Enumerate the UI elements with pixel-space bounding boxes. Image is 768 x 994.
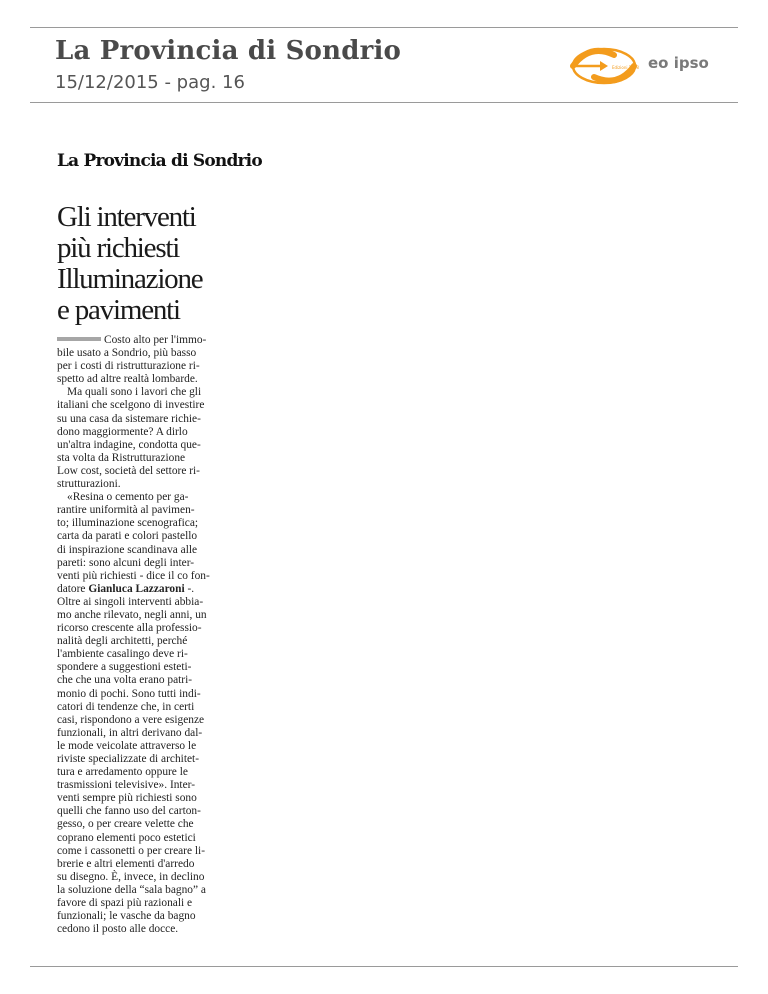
body-line: carta da parati e colori pastello xyxy=(57,530,198,543)
body-line: nalità degli architetti, perché xyxy=(57,635,188,648)
body-line: sta volta da Ristrutturazione xyxy=(57,451,186,464)
newspaper-masthead: La Provincia di Sondrio xyxy=(57,151,262,171)
body-line: rantire uniformità al pavimen- xyxy=(57,504,195,517)
body-line: gesso, o per creare velette che xyxy=(57,818,194,831)
body-line: la soluzione della “sala bagno” a xyxy=(57,883,206,896)
body-line: spetto ad altre realtà lombarde. xyxy=(57,373,198,386)
body-line: su disegno. È, invece, in declino xyxy=(57,870,205,883)
name-suffix: -. xyxy=(184,582,195,595)
body-line: trasmissioni televisive». Inter- xyxy=(57,779,196,792)
headline-line: Gli interventi xyxy=(57,201,196,233)
top-rule xyxy=(30,27,738,28)
lead-marker xyxy=(57,337,101,341)
body-line xyxy=(57,583,229,596)
body-line: riviste specializzate di architet- xyxy=(57,753,199,765)
body-line: mo anche rilevato, negli anni, un xyxy=(57,608,207,621)
publication-date-page: 15/12/2015 - pag. 16 xyxy=(55,72,245,93)
body-line: bile usato a Sondrio, più basso xyxy=(57,347,197,360)
body-line: Ma quali sono i lavori che gli xyxy=(67,386,202,399)
body-line: dono maggiormente? A dirlo xyxy=(57,425,188,438)
body-line xyxy=(57,334,229,347)
logo-small-text: Edizioni 1998 xyxy=(612,65,639,70)
article-body xyxy=(57,334,229,936)
body-line: brerie e altri elementi d'arredo xyxy=(57,857,195,870)
body-line: cedono il posto alle docce. xyxy=(57,923,179,936)
body-line: tura e arredamento oppure le xyxy=(57,766,188,779)
body-line: pareti: sono alcuni degli inter- xyxy=(57,556,195,569)
logo-text: eo ipso xyxy=(648,54,709,72)
body-line: che che una volta erano patri- xyxy=(57,674,193,687)
headline-line: Illuminazione xyxy=(57,263,203,295)
body-line: monio di pochi. Sono tutti indi- xyxy=(57,687,201,700)
body-line: funzionali, in altri derivano dal- xyxy=(57,726,203,739)
body-line: funzionali; le vasche da bagno xyxy=(57,910,196,923)
article-headline xyxy=(57,202,257,326)
body-line: quelli che fanno uso del carton- xyxy=(57,805,201,818)
body-line: le mode veicolate attraverso le xyxy=(57,739,197,752)
body-line: coprano elementi poco estetici xyxy=(57,831,196,844)
body-line: «Resina o cemento per ga- xyxy=(67,491,189,504)
body-line: su una casa da sistemare richie- xyxy=(57,412,201,425)
publication-title: La Provincia di Sondrio xyxy=(55,36,402,66)
body-line: Low cost, società del settore ri- xyxy=(57,464,200,477)
body-line: un'altra indagine, condotta que- xyxy=(57,438,201,451)
body-line: venti sempre più richiesti sono xyxy=(57,792,197,805)
body-line: l'ambiente casalingo deve ri- xyxy=(57,648,188,661)
body-line: casi, rispondono a vere esigenze xyxy=(57,713,205,726)
person-name: Gianluca Lazzaroni xyxy=(88,582,185,595)
body-line: come i cassonetti o per creare li- xyxy=(57,844,206,857)
body-line: per i costi di ristrutturazione ri- xyxy=(57,360,200,373)
body-line: to; illuminazione scenografica; xyxy=(57,517,199,530)
body-line-text: Costo alto per l'immo- xyxy=(104,334,207,346)
headline-line: più richiesti xyxy=(57,232,180,264)
body-line: ricorso crescente alla professio- xyxy=(57,622,202,635)
body-line: Oltre ai singoli interventi abbia- xyxy=(57,595,204,608)
body-line: catori di tendenze che, in certi xyxy=(57,700,195,713)
headline-line: e pavimenti xyxy=(57,294,180,326)
body-line: di inspirazione scandinava alle xyxy=(57,543,198,556)
body-line: italiani che scelgono di investire xyxy=(57,399,205,412)
header-divider xyxy=(30,102,738,103)
body-line-text: datore xyxy=(57,582,86,595)
body-line: strutturazioni. xyxy=(57,478,121,491)
bottom-rule xyxy=(30,966,738,967)
body-line: venti più richiesti - dice il co fon- xyxy=(57,569,210,582)
body-line: favore di spazi più razionali e xyxy=(57,897,193,910)
body-line: spondere a suggestioni esteti- xyxy=(57,661,192,674)
